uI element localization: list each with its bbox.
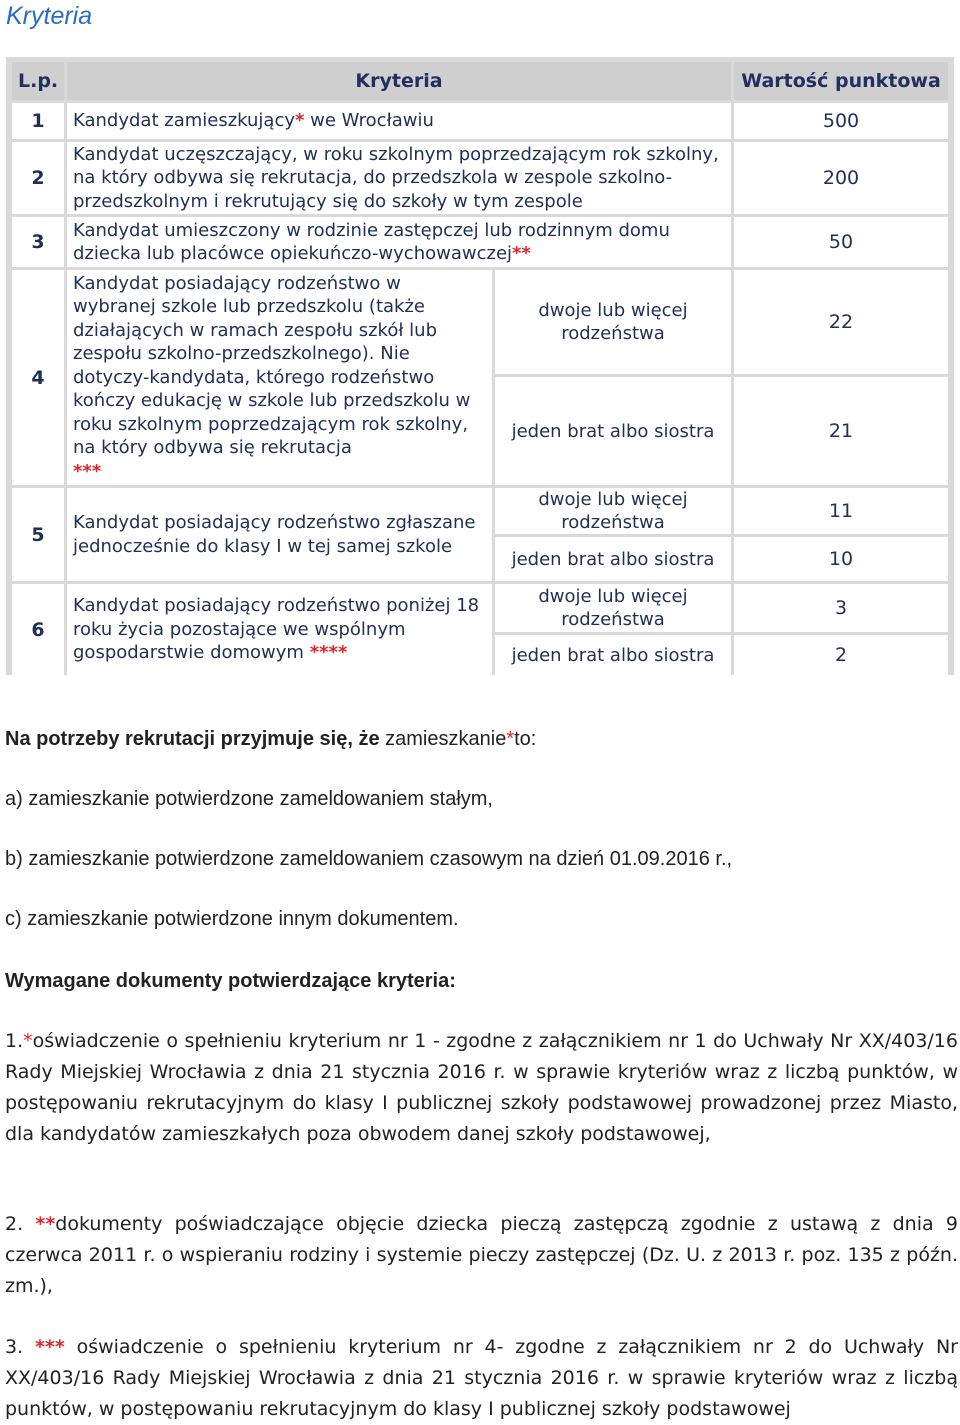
row-number: 3 bbox=[12, 217, 64, 267]
footnote-star: ** bbox=[35, 1213, 56, 1235]
residence-item-a: a) zamieszkanie potwierdzone zameldowaniem stałym, bbox=[5, 788, 493, 810]
row-number: 4 bbox=[12, 270, 64, 485]
sub-criterion: dwoje lub więcej rodzeństwa bbox=[495, 584, 731, 632]
row-points: 500 bbox=[734, 103, 948, 139]
header-lp: L.p. bbox=[12, 62, 64, 100]
table-row bbox=[12, 488, 948, 534]
row-description: Kandydat posiadający rodzeństwo zgłaszane jednocześnie do klasy I w tej samej szkole bbox=[67, 488, 492, 581]
residence-item-b: b) zamieszkanie potwierdzone zameldowaniem czasowym na dzień 01.09.2016 r., bbox=[5, 848, 733, 870]
row-description: Kandydat zamieszkujący* we Wrocławiu bbox=[67, 103, 731, 139]
header-value: Wartość punktowa bbox=[734, 62, 948, 100]
residence-intro: Na potrzeby rekrutacji przyjmuje się, że zamieszkanie*to: bbox=[5, 728, 537, 750]
row-points: 3 bbox=[734, 584, 948, 632]
documents-heading: Wymagane dokumenty potwierdzające kryteria: bbox=[5, 970, 456, 992]
footnote-star: **** bbox=[309, 642, 348, 664]
table-row bbox=[12, 270, 948, 374]
table-row bbox=[12, 217, 948, 267]
row-description: Kandydat uczęszczający, w roku szkolnym poprzedzającym rok szkolny, na który odbywa się rekrutacja, do przedszkola w zespole szkolno-przedszkolnym i rekrutujący się do szkoły w tym zespole bbox=[67, 142, 731, 214]
footnote-star: * bbox=[295, 110, 305, 132]
footnote-star: *** bbox=[34, 1336, 65, 1358]
row-description: Kandydat posiadający rodzeństwo poniżej 18 roku życia pozostające we wspólnym gospodarstwie domowym **** bbox=[67, 584, 492, 675]
footnote-star: *** bbox=[73, 460, 102, 482]
row-description: Kandydat umieszczony w rodzinie zastępczej lub rodzinnym domu dziecka lub placówce opiekuńczo-wychowawczej** bbox=[67, 217, 731, 267]
row-number: 5 bbox=[12, 488, 64, 581]
row-number: 2 bbox=[12, 142, 64, 214]
row-points: 50 bbox=[734, 217, 948, 267]
table-header-row bbox=[12, 62, 948, 100]
sub-criterion: jeden brat albo siostra bbox=[495, 377, 731, 485]
table-row bbox=[12, 142, 948, 214]
row-points: 21 bbox=[734, 377, 948, 485]
document-item-3: 3. *** oświadczenie o spełnieniu kryterium nr 4- zgodne z załącznikiem nr 2 do Uchwały Nr XX/403/16 Rady Miejskiej Wrocławia z dnia 21 stycznia 2016 r. w sprawie kryteriów wraz z liczbą punktów, w postępowaniu rekrutacyjnym do klasy I publicznej szkoły podstawowej bbox=[5, 1336, 958, 1420]
document-item-1: 1.*oświadczenie o spełnieniu kryterium nr 1 - zgodne z załącznikiem nr 1 do Uchwały Nr XX/403/16 Rady Miejskiej Wrocławia z dnia 21 stycznia 2016 r. w sprawie kryteriów wraz z liczbą punktów, w postępowaniu rekrutacyjnym do klasy I publicznej szkoły podstawowej prowadzonej przez Miasto, dla kandydatów zamieszkałych poza obwodem danej szkoły podstawowej, bbox=[5, 1030, 958, 1145]
header-criteria: Kryteria bbox=[67, 62, 731, 100]
row-number: 6 bbox=[12, 584, 64, 675]
row-description: Kandydat posiadający rodzeństwo w wybranej szkole lub przedszkolu (także działających w ramach zespołu szkół lub zespołu szkolno-przedszkolnego). Nie dotyczy-kandydata, którego rodzeństwo kończy edukację w szkole lub przedszkolu w roku szkolnym poprzedzającym rok szkolny, na który odbywa się rekrutacja *** bbox=[67, 270, 492, 485]
row-points: 22 bbox=[734, 270, 948, 374]
row-points: 11 bbox=[734, 488, 948, 534]
row-points: 200 bbox=[734, 142, 948, 214]
sub-criterion: dwoje lub więcej rodzeństwa bbox=[495, 488, 731, 534]
criteria-table bbox=[6, 57, 954, 675]
footnote-star: * bbox=[506, 728, 515, 750]
footnote-star: ** bbox=[512, 243, 531, 264]
row-number: 1 bbox=[12, 103, 64, 139]
sub-criterion: dwoje lub więcej rodzeństwa bbox=[495, 270, 731, 374]
sub-criterion: jeden brat albo siostra bbox=[495, 635, 731, 675]
row-points: 10 bbox=[734, 537, 948, 581]
residence-item-c: c) zamieszkanie potwierdzone innym dokumentem. bbox=[5, 908, 459, 930]
document-item-2: 2. **dokumenty poświadczające objęcie dziecka pieczą zastępczą zgodnie z ustawą z dnia 9 czerwca 2011 r. o wspieraniu rodziny i systemie pieczy zastępczej (Dz. U. z 2013 r. poz. 135 z późn. zm.), bbox=[5, 1213, 958, 1297]
page-title: Kryteria bbox=[6, 2, 93, 30]
footnote-star: * bbox=[23, 1030, 33, 1052]
sub-criterion: jeden brat albo siostra bbox=[495, 537, 731, 581]
table-row bbox=[12, 584, 948, 632]
table-row bbox=[12, 103, 948, 139]
criteria-table-grid bbox=[9, 59, 951, 678]
row-points: 2 bbox=[734, 635, 948, 675]
